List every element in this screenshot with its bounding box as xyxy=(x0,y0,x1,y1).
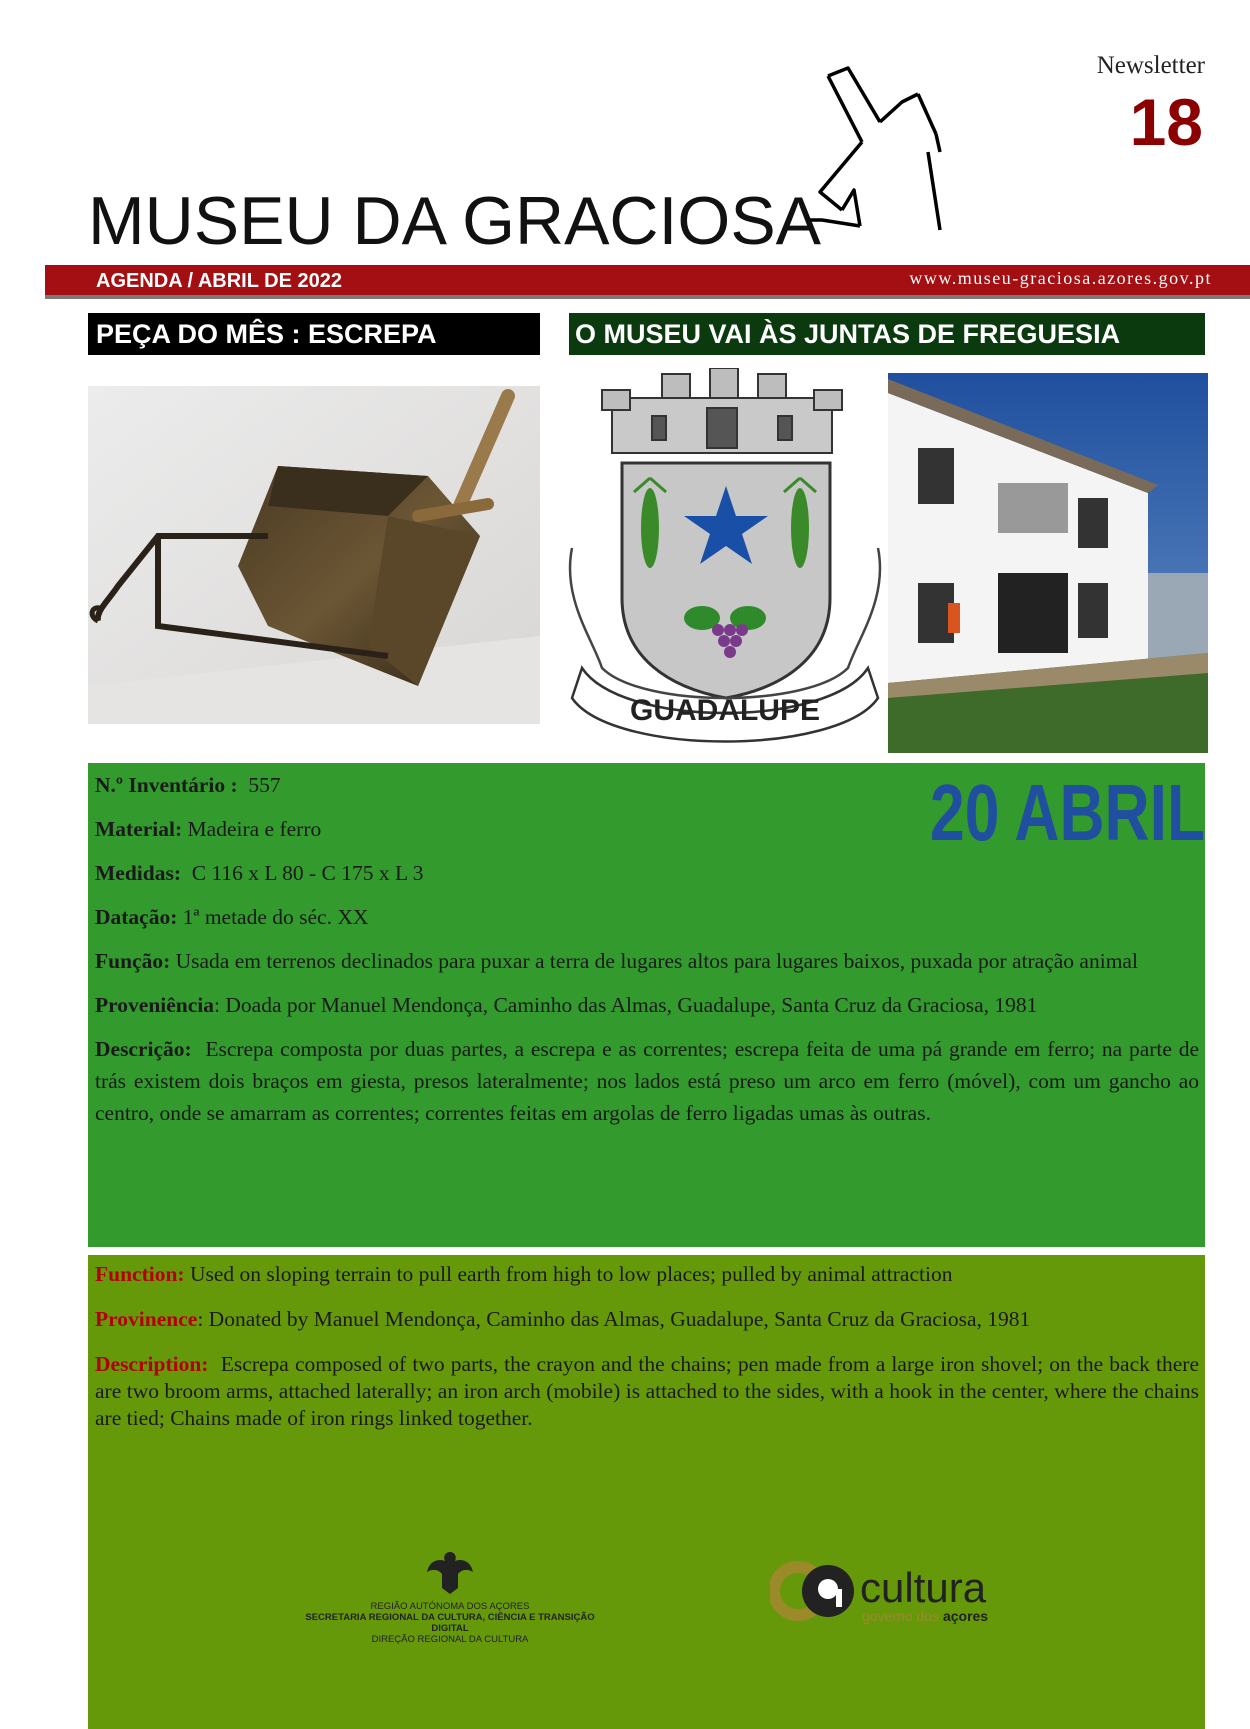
function-en-row xyxy=(95,1261,1199,1288)
dating-label: Datação: xyxy=(95,905,178,929)
azores-eagle-emblem-icon xyxy=(425,1548,475,1596)
provenance-value: : Doada por Manuel Mendonça, Caminho das Almas, Guadalupe, Santa Cruz da Graciosa, 1981 xyxy=(214,993,1038,1017)
cultura-wordmark: cultura xyxy=(860,1564,987,1611)
measurements-label: Medidas: xyxy=(95,861,181,885)
gov-directorate-line: DIREÇÃO REGIONAL DA CULTURA xyxy=(371,1634,529,1645)
provenance-en-value: : Donated by Manuel Mendonça, Caminho das Almas, Guadalupe, Santa Cruz da Graciosa, 1981 xyxy=(197,1307,1031,1331)
government-logo-block xyxy=(300,1548,600,1645)
material-value: Madeira e ferro xyxy=(187,817,322,841)
gov-secretariat-line: SECRETARIA REGIONAL DA CULTURA, CIÊNCIA E TRANSIÇÃO DIGITAL xyxy=(305,1612,595,1634)
page-title: MUSEU DA GRACIOSA xyxy=(88,183,822,259)
windmill-logo-icon xyxy=(810,62,1010,262)
dating-row xyxy=(95,901,1199,933)
cultura-subtitle-a: governo dos xyxy=(862,1608,943,1624)
function-label: Função: xyxy=(95,949,171,973)
gov-region-line: REGIÃO AUTÓNOMA DOS AÇORES xyxy=(370,1601,530,1612)
description-value: Escrepa composta por duas partes, a escrepa e as correntes; escrepa feita de uma pá grande em ferro; na parte de trás existem dois braços em giesta, presos lateralmente; nos lados está preso um arco em ferro (móvel), com um gancho ao centro, onde se amarram as correntes; correntes feitas em argolas de ferro ligadas umas às outras. xyxy=(95,1037,1200,1125)
provenance-en-row xyxy=(95,1306,1199,1333)
provenance-en-label: Provinence xyxy=(95,1307,198,1331)
newsletter-number: 18 xyxy=(1129,85,1203,159)
website-link[interactable]: www.museu-graciosa.azores.gov.pt xyxy=(909,268,1212,288)
measurements-value: C 116 x L 80 - C 175 x L 3 xyxy=(191,861,424,885)
guadalupe-coat-of-arms-icon xyxy=(562,368,888,756)
description-label: Descrição: xyxy=(95,1037,192,1061)
visit-date: 20 ABRIL xyxy=(930,768,1206,857)
description-en-row xyxy=(95,1351,1199,1432)
description-row xyxy=(95,1033,1199,1129)
function-value: Usada em terrenos declinados para puxar a terra de lugares altos para lugares baixos, puxada por atração animal xyxy=(175,949,1138,973)
description-en-value: Escrepa composed of two parts, the crayon and the chains; pen made from a large iron shovel; on the back there are two broom arms, attached laterally; an iron arch (mobile) is attached to the sides, with a hook in the center, where the chains are tied; Chains made of iron rings linked together. xyxy=(95,1352,1200,1430)
function-en-label: Function: xyxy=(95,1262,185,1286)
function-en-value: Used on sloping terrain to pull earth from high to low places; pulled by animal attraction xyxy=(189,1262,953,1286)
description-en-label: Description: xyxy=(95,1352,209,1376)
header-divider xyxy=(45,295,1250,299)
cultura-subtitle-b: açores xyxy=(942,1608,989,1624)
inventory-label: N.º Inventário : xyxy=(95,773,238,797)
museum-visit-heading: O MUSEU VAI ÀS JUNTAS DE FREGUESIA xyxy=(569,313,1205,355)
material-label: Material: xyxy=(95,817,183,841)
inventory-value: 557 xyxy=(248,773,281,797)
provenance-row xyxy=(95,989,1199,1021)
details-english-panel xyxy=(88,1255,1205,1729)
cultura-subtitle xyxy=(862,1608,988,1624)
newsletter-label: Newsletter xyxy=(1096,52,1205,79)
piece-of-month-heading: PEÇA DO MÊS : ESCREPA xyxy=(88,313,540,355)
measurements-row xyxy=(95,857,1199,889)
crest-ribbon-label: GUADALUPE xyxy=(629,694,821,727)
escrepa-photo xyxy=(88,386,540,724)
provenance-label: Proveniência xyxy=(95,993,215,1017)
dating-value: 1ª metade do séc. XX xyxy=(182,905,369,929)
junta-building-photo xyxy=(888,373,1208,753)
function-row xyxy=(95,945,1199,977)
agenda-label: AGENDA / ABRIL DE 2022 xyxy=(96,270,342,292)
